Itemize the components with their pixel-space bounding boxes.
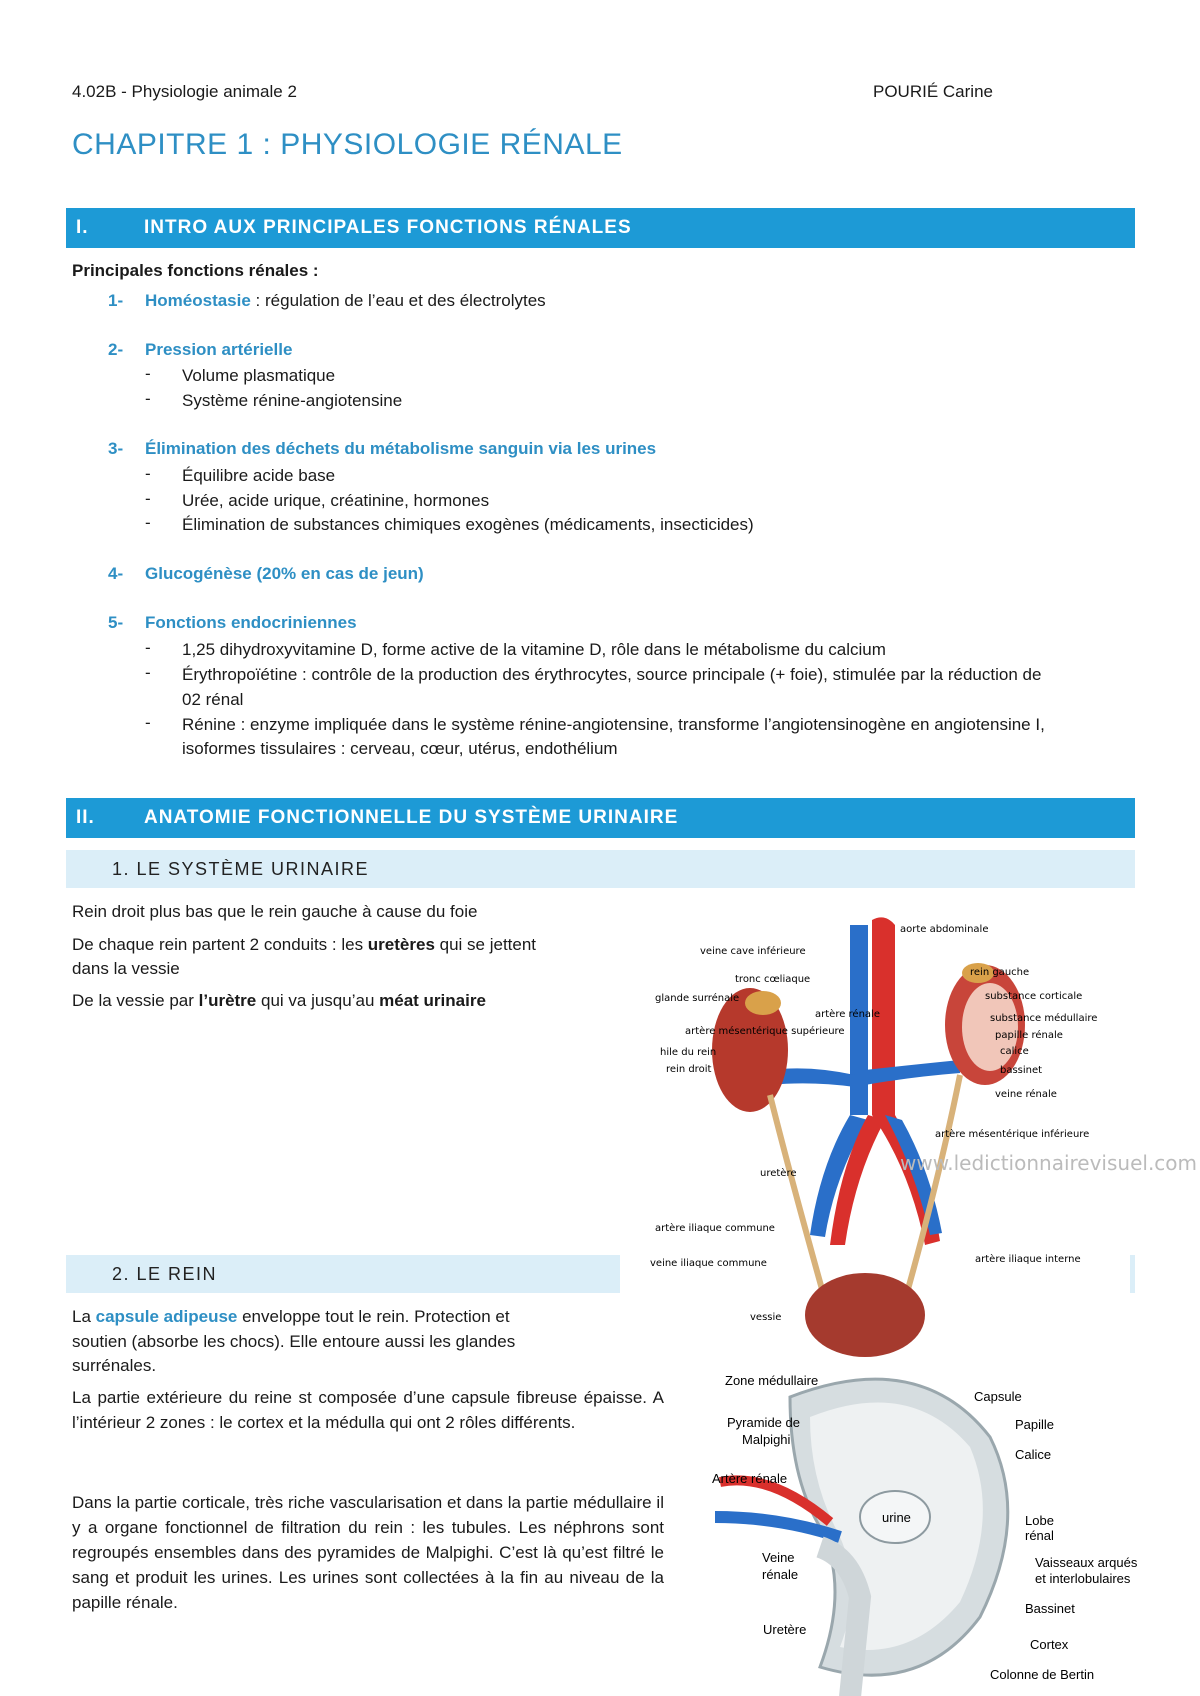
list-item (145, 291, 546, 311)
section-number: II. (76, 807, 95, 828)
figure-label: papille rénale (995, 1030, 1063, 1041)
list-item: Volume plasmatique (182, 366, 336, 385)
figure-label: rénal (1025, 1528, 1054, 1543)
list-item-continuation: 02 rénal (182, 690, 244, 709)
figure-label: rénale (762, 1567, 799, 1582)
list-item: Rénine : enzyme impliquée dans le système rénine-angiotensine, transforme l’angiotensinogène en angiotensine I, (182, 715, 1045, 734)
list-item-continuation: isoformes tissulaires : cerveau, cœur, utérus, endothélium (182, 739, 618, 758)
inline-text: De la vessie par (72, 991, 199, 1010)
figure-label: veine rénale (995, 1089, 1057, 1100)
section-2-heading (66, 798, 1135, 838)
figure-label: rein gauche (970, 967, 1030, 978)
dash-bullet: - (145, 489, 151, 508)
figure-label: vessie (750, 1312, 782, 1323)
subsection-2-heading (66, 1255, 620, 1293)
subsection-title: 1. LE SYSTÈME URINAIRE (112, 859, 370, 879)
inline-text: qui va jusqu’au (256, 991, 380, 1010)
figure-label: veine cave inférieure (700, 946, 806, 957)
figure-label: artère iliaque commune (655, 1223, 775, 1234)
dash-bullet: - (145, 464, 151, 483)
list-item: Équilibre acide base (182, 466, 336, 485)
figure-label: tronc cœliaque (735, 974, 811, 985)
watermark: www.ledictionnairevisuel.com (900, 1151, 1198, 1175)
figure-label: glande surrénale (655, 993, 740, 1004)
paragraph (72, 932, 536, 957)
list-item: Urée, acide urique, créatinine, hormones (182, 491, 490, 510)
figure-label: Bassinet (1025, 1601, 1075, 1616)
paragraph: dans la vessie (72, 959, 180, 978)
dash-bullet: - (145, 364, 151, 383)
figure-label: hile du rein (660, 1047, 717, 1058)
dash-bullet: - (145, 513, 151, 532)
lead-text: Principales fonctions rénales : (72, 261, 319, 280)
figure-label: calice (1000, 1046, 1029, 1057)
chapter-title: CHAPITRE 1 : PHYSIOLOGIE RÉNALE (72, 128, 623, 161)
subsection-1-heading (66, 850, 1135, 888)
item-number: 2- (108, 340, 124, 359)
paragraph: Dans la partie corticale, très riche vascularisation et dans la partie médullaire il y a organe fonctionnel de filtration du rein : les tubules. Les néphrons sont regroupés ensembles dans des pyramides de Malpighi. C’est là qu’est filtré le sang et produit les urines. Les urines sont collectées à la fin au niveau de la papille rénale. (72, 1493, 664, 1612)
figure-label: Pyramide de (727, 1415, 800, 1430)
inline-text: La (72, 1307, 96, 1326)
course-title: 4.02B - Physiologie animale 2 (72, 82, 297, 101)
paragraph: soutien (absorbe les chocs). Elle entoure aussi les glandes (72, 1332, 516, 1351)
figure-label: uretère (760, 1168, 797, 1179)
kidney-section-figure (700, 1357, 1140, 1692)
inline-text: enveloppe tout le rein. Protection et (237, 1307, 510, 1326)
subsection-title: 2. LE REIN (112, 1264, 218, 1284)
figure-label: Colonne de Bertin (990, 1667, 1095, 1682)
author-name: POURIÉ Carine (873, 82, 993, 101)
item-text: : régulation de l’eau et des électrolytes (250, 291, 546, 310)
figure-label: artère mésentérique supérieure (685, 1026, 845, 1037)
paragraph (72, 988, 486, 1013)
figure-label: bassinet (1000, 1065, 1043, 1076)
dash-bullet: - (145, 663, 151, 682)
dash-bullet: - (145, 713, 151, 732)
item-title: Homéostasie (145, 291, 251, 310)
figure-label: veine iliaque commune (650, 1258, 767, 1269)
figure-label: et interlobulaires (1035, 1571, 1131, 1586)
figure-label: Capsule (974, 1389, 1022, 1404)
item-number: 3- (108, 439, 124, 458)
item-number: 1- (108, 291, 124, 310)
list-item: Système rénine-angiotensine (182, 391, 403, 410)
paragraph: surrénales. (72, 1356, 157, 1375)
paragraph: La partie extérieure du reine st composée d’une capsule fibreuse épaisse. A l’intérieur 2 zones : le cortex et la médulla qui ont 2 rôles différents. (72, 1388, 664, 1432)
urinary-system-figure (640, 915, 1198, 1360)
figure-label: Papille (1015, 1417, 1055, 1432)
section-number: I. (76, 217, 89, 238)
inline-text: De chaque rein partent 2 conduits : les (72, 935, 368, 954)
inline-text: capsule adipeuse (95, 1307, 238, 1326)
figure-label: Veine (762, 1550, 795, 1565)
figure-label: aorte abdominale (900, 924, 989, 935)
figure-label: Zone médullaire (725, 1373, 819, 1388)
figure-label: artère mésentérique inférieure (935, 1129, 1090, 1140)
inline-text: qui se jettent (434, 935, 537, 954)
paragraph (72, 1304, 672, 1329)
paragraph: Rein droit plus bas que le rein gauche à cause du foie (72, 902, 478, 921)
item-number: 5- (108, 613, 124, 632)
dash-bullet: - (145, 638, 151, 657)
figure-label: Vaisseaux arqués (1035, 1555, 1138, 1570)
section-title: INTRO AUX PRINCIPALES FONCTIONS RÉNALES (144, 217, 632, 238)
figure-label: substance médullaire (990, 1013, 1098, 1024)
figure-label: Cortex (1030, 1637, 1069, 1652)
figure-label: artère iliaque interne (975, 1254, 1081, 1265)
figure-label: Uretère (763, 1622, 807, 1637)
figure-label: rein droit (666, 1064, 712, 1075)
list-item: Érythropoïétine : contrôle de la production des érythrocytes, source principale (+ foie), stimulée par la réduction de (182, 665, 1042, 684)
figure-label: Malpighi (742, 1432, 791, 1447)
inline-text: l’urètre (198, 991, 257, 1010)
section-title: ANATOMIE FONCTIONNELLE DU SYSTÈME URINAIRE (144, 807, 679, 828)
item-title: Pression artérielle (145, 340, 293, 359)
item-title: Élimination des déchets du métabolisme sanguin via les urines (145, 439, 657, 458)
section-1-heading (66, 208, 1135, 248)
figure-label: artère rénale (815, 1009, 880, 1020)
dash-bullet: - (145, 389, 151, 408)
inline-text: méat urinaire (379, 991, 486, 1010)
figure-label: substance corticale (985, 991, 1083, 1002)
figure-label: Calice (1015, 1447, 1052, 1462)
item-number: 4- (108, 564, 124, 583)
inline-text: uretères (367, 935, 435, 954)
item-title: Glucogénèse (20% en cas de jeun) (145, 564, 424, 583)
list-item: Élimination de substances chimiques exogènes (médicaments, insecticides) (182, 515, 754, 534)
item-title: Fonctions endocriniennes (145, 613, 357, 632)
list-item: 1,25 dihydroxyvitamine D, forme active de la vitamine D, rôle dans le métabolisme du calcium (182, 640, 886, 659)
figure-label: Lobe (1025, 1513, 1054, 1528)
figure-label: urine (882, 1510, 911, 1525)
figure-label: Artère rénale (712, 1471, 788, 1486)
